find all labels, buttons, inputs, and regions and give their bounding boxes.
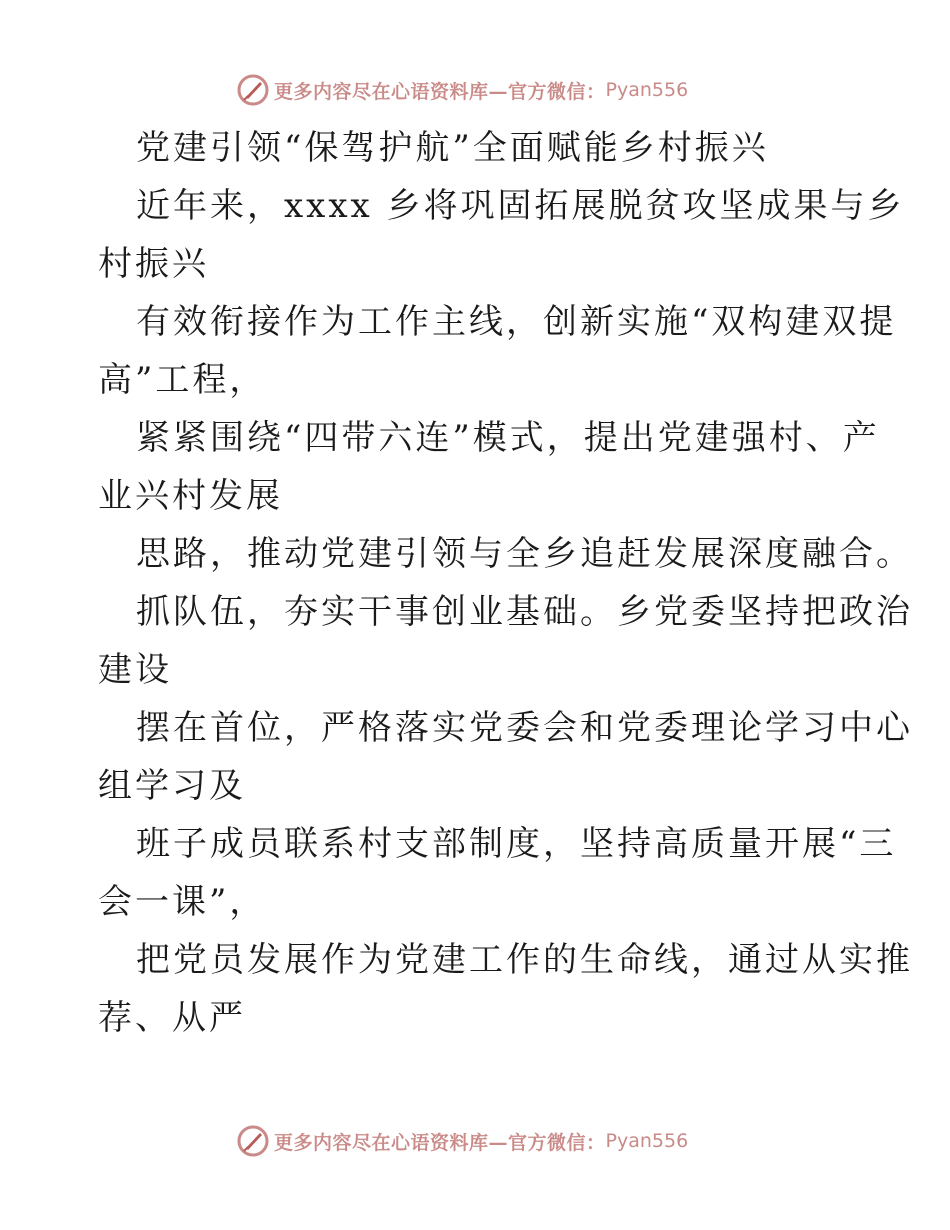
paragraph-line: 村振兴 <box>98 244 209 284</box>
paragraph-line: 抓队伍，夯实干事创业基础。乡党委坚持把政治 <box>136 592 913 632</box>
paragraph-line: 业兴村发展 <box>98 476 283 516</box>
watermark-handle: Pyan556 <box>605 1130 689 1152</box>
paragraph-line: 班子成员联系村支部制度，坚持高质量开展“三 <box>136 824 897 864</box>
quill-logo-icon <box>236 73 270 107</box>
paragraph-line: 摆在首位，严格落实党委会和党委理论学习中心 <box>136 708 913 748</box>
paragraph-line: 紧紧围绕“四带六连”模式，提出党建强村、产 <box>136 418 880 458</box>
paragraph-line: 建设 <box>98 650 172 690</box>
watermark-text: 更多内容尽在心语资料库—官方微信： <box>274 1131 606 1154</box>
watermark-text: 更多内容尽在心语资料库—官方微信： <box>274 80 606 103</box>
paragraph-line: 有效衔接作为工作主线，创新实施“双构建双提 <box>136 302 897 342</box>
paragraph-line: 荐、从严 <box>98 998 246 1038</box>
watermark-footer <box>236 1124 688 1158</box>
paragraph-line: 高”工程， <box>98 360 267 400</box>
watermark-header <box>236 73 688 107</box>
document-title: 党建引领“保驾护航”全面赋能乡村振兴 <box>136 128 769 168</box>
paragraph-line: 会一课”， <box>98 882 267 922</box>
paragraph-line: 组学习及 <box>98 766 246 806</box>
paragraph-line: 近年来，xxxx 乡将巩固拓展脱贫攻坚成果与乡 <box>136 186 905 226</box>
paragraph-line: 把党员发展作为党建工作的生命线，通过从实推 <box>136 940 913 980</box>
watermark-handle: Pyan556 <box>605 79 689 101</box>
paragraph-line: 思路，推动党建引领与全乡追赶发展深度融合。 <box>136 534 913 574</box>
quill-logo-icon <box>236 1124 270 1158</box>
